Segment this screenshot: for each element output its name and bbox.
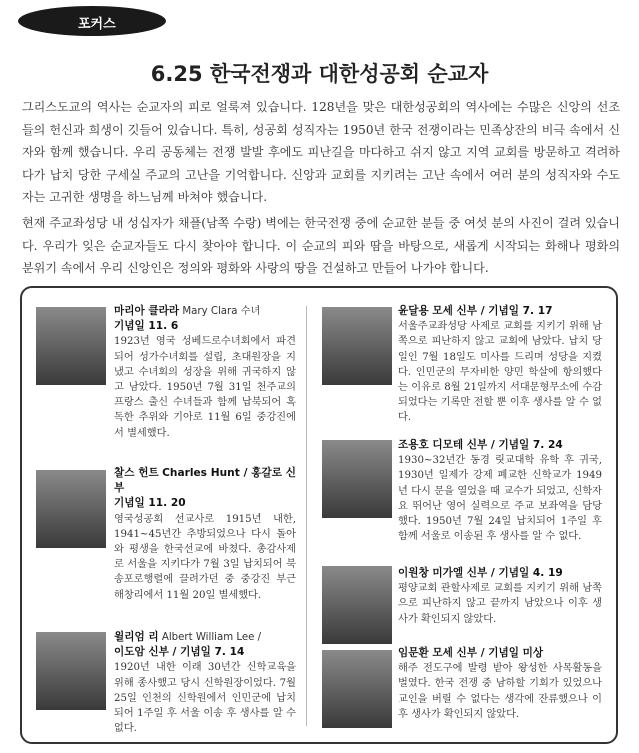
focus-tag (18, 6, 166, 36)
martyr-entry-yun-dal-yong (398, 304, 602, 426)
martyr-body: 1920년 내한 이래 30년간 신학교육을 위해 종사했고 당시 신학원장이었다. 7월 25일 인천의 신학원에서 인민군에 납치되어 1주일 후 서울 이송 후 생사를 알 수 없다. (114, 662, 296, 735)
intro-paragraph-2: 현재 주교좌성당 내 성십자가 채플(남쪽 수랑) 벽에는 한국전쟁 중에 순교한 분들 중 여섯 분의 사진이 걸려 있습니다. 우리가 잊은 순교자들도 다시 찾아야 합니다. 이 순교의 피와 땀을 바탕으로, 새롭게 시작되는 화해나 평화의 분위기 속에서 우리 신앙인은 정의와 평화와 사랑의 땅을 건설하고 만들어 나가야 합니다. (22, 216, 620, 275)
page-title: 6.25 한국전쟁과 대한성공회 순교자 (150, 62, 489, 86)
martyr-name-en: Mary Clara 수녀 (182, 306, 261, 317)
martyr-body: 영국성공회 선교사로 1915년 내한, 1941~45년간 추방되었으나 다시 돌아와 평생을 한국선교에 바쳤다. 총감사제로 서울을 지키다가 7월 3일 납치되어 북송포로행렬에 끌려가던 중 중강진 부근 해창리에서 11월 20일 별세했다. (114, 513, 296, 601)
photo-im-mun-hwan (322, 650, 392, 728)
martyr-name: 임문환 모세 신부 / 기념일 미상 (398, 647, 544, 659)
martyr-name: 윌리엄 리 (114, 631, 159, 643)
photo-yun-dal-yong (322, 307, 392, 385)
martyr-body: 1930~32년간 동경 릿교대학 유학 후 귀국, 1930년 일제가 강제 폐교한 신학교가 1949년 다시 문을 열었을 때 교수가 되었고, 신학자요 뛰어난 영어 실력으로 주교 보좌역을 담당했다. 1950년 7월 24일 납치되어 1주일 후 함께 서울로 이송된 후 생사를 알 수 없다. (398, 455, 602, 543)
column-divider (306, 306, 307, 726)
photo-mary-clara (36, 307, 106, 385)
martyr-name: 조용호 디모테 신부 / 기념일 7. 24 (398, 439, 563, 451)
martyr-name-en: Albert William Lee / (161, 632, 262, 643)
martyr-body: 1923년 영국 성베드로수녀회에서 파견되어 성가수녀회를 설립, 초대원장을 지냈고 수녀회의 성장을 위해 귀국하지 않고 남았다. 1950년 7월 31일 천주교의 프랑스 출신 수녀들과 함께 납북되어 혹독한 추위와 기아로 11월 6일 중강진에서 별세했다. (114, 336, 296, 439)
photo-william-lee (36, 632, 106, 710)
martyr-body: 해주 전도구에 발령 받아 왕성한 사목활동을 벌였다. 한국 전쟁 중 남하할 기회가 있었으나 교인을 버릴 수 없다는 생각에 잔류했으나 이후 생사가 확인되지 않았다. (398, 663, 602, 720)
martyr-name: 마리아 클라라 (114, 305, 180, 317)
martyr-date: 기념일 11. 20 (114, 497, 186, 510)
photo-jo-yong-ho (322, 440, 392, 518)
martyr-name: 윤달용 모세 신부 / 기념일 7. 17 (398, 305, 553, 317)
martyr-entry-william-lee (114, 630, 296, 736)
martyr-date: 이도암 신부 / 기념일 7. 14 (114, 646, 245, 659)
martyr-name: 찰스 헌트 (114, 467, 159, 479)
photo-charles-hunt (36, 470, 106, 548)
martyr-entry-jo-yong-ho (398, 438, 602, 544)
martyr-entry-charles-hunt (114, 466, 296, 603)
martyr-entry-mary-clara (114, 304, 296, 441)
martyr-body: 서울주교좌성당 사제로 교회를 지키기 위해 남쪽으로 피난하지 않고 교회에 남았다. 납치 당일인 7월 18일도 미사를 드리며 성당을 지켰다. 인민군의 무자비한 양민 학살에 항의했다는 이유로 8월 21일까지 서대문형무소에 수감되었다는 기록만 전할 뿐 이후 생사를 알 수 없다. (398, 321, 602, 424)
martyr-date: 기념일 11. 6 (114, 320, 179, 333)
martyr-entry-im-mun-hwan (398, 646, 602, 722)
martyr-name: 이원창 미가엘 신부 / 기념일 4. 19 (398, 567, 563, 579)
martyr-body: 평양교회 관할사제로 교회를 지키기 위해 남쪽으로 피난하지 않고 끝까지 남았으나 이후 생사가 확인되지 않았다. (398, 583, 602, 625)
martyr-name-en: Charles Hunt / 홍갈로 신부 (114, 467, 296, 495)
photo-lee-won-chang (322, 566, 392, 644)
focus-tag-label: 포커스 (78, 17, 116, 32)
intro-paragraph-1: 그리스도교의 역사는 순교자의 피로 얼룩져 있습니다. 128년을 맞은 대한성공회의 역사에는 수많은 신앙의 선조들의 헌신과 희생이 깃들어 있습니다. 특히, 성공회 성직자는 1950년 한국 전쟁이라는 민족상잔의 비극 속에서 신자와 함께 했습니다. 우리 공동체는 전쟁 발발 후에도 피난길을 마다하고 쉬지 않고 지역 교회를 방문하고 격려하다가 납치 당한 구세실 주교의 고난을 기억합니다. 신앙과 교회를 지키려는 고난 속에서 여러 분의 성직자와 수도자는 고귀한 생명을 하느님께 바쳐야 했습니다. (22, 100, 620, 204)
martyr-entry-lee-won-chang (398, 566, 602, 627)
